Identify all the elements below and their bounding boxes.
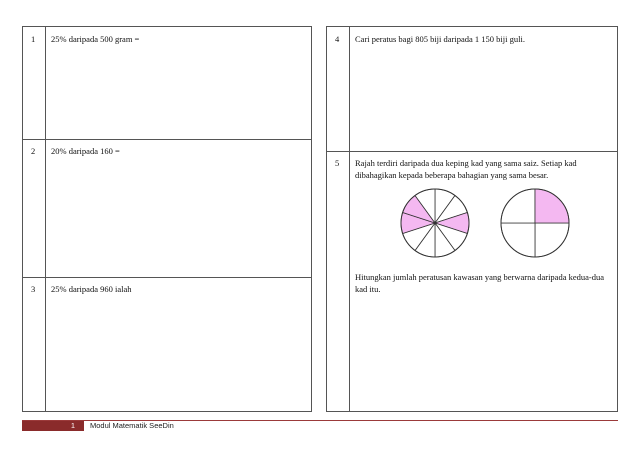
question-5-number: 5 — [335, 158, 340, 168]
card-ten-parts — [401, 189, 469, 257]
row-divider — [327, 151, 617, 152]
card-four-parts — [501, 189, 569, 257]
row-divider — [23, 139, 311, 140]
question-2-text: 20% daripada 160 = — [51, 146, 120, 156]
question-3-number: 3 — [31, 284, 36, 294]
question-1-text: 25% daripada 500 gram = — [51, 34, 140, 44]
question-5-text: Rajah terdiri daripada dua keping kad yang sama saiz. Setiap kad dibahagikan kepada beberapa bahagian yang sama besar. — [355, 158, 577, 180]
question-2-number: 2 — [31, 146, 36, 156]
question-4-number: 4 — [335, 34, 340, 44]
fraction-cards-figure — [387, 187, 587, 259]
question-3-text: 25% daripada 960 ialah — [51, 284, 132, 294]
footer-title: Modul Matematik SeeDin — [90, 421, 174, 430]
row-divider — [23, 277, 311, 278]
number-column-divider — [45, 27, 46, 411]
question-5-followup: Hitungkan jumlah peratusan kawasan yang berwarna daripada kedua-dua kad itu. — [355, 272, 604, 294]
question-4-text: Cari peratus bagi 805 biji daripada 1 150 biji guli. — [355, 34, 525, 44]
number-column-divider — [349, 27, 350, 411]
right-question-table — [326, 26, 618, 412]
page-number: 1 — [70, 421, 76, 430]
question-1-number: 1 — [31, 34, 36, 44]
left-question-table — [22, 26, 312, 412]
